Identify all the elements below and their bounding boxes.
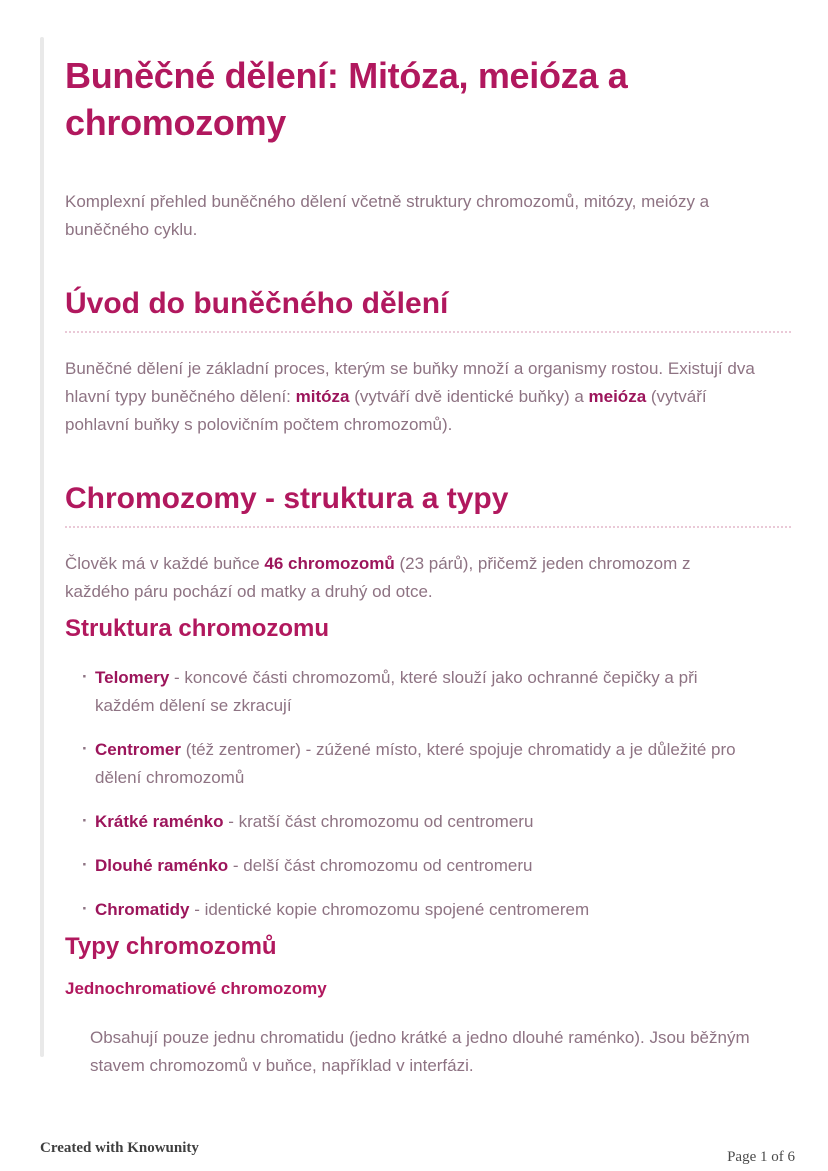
minor-heading-jednochromatiove: Jednochromatiové chromozomy xyxy=(65,979,327,998)
list-item-centromer xyxy=(65,736,745,792)
bullet-icon: · xyxy=(82,739,88,758)
term-mitoza: mitóza xyxy=(295,387,350,406)
list-item-text xyxy=(95,852,532,880)
paragraph-text: Buněčné dělení je základní proces, kterým se buňky množí a organismy rostou. Existují dva hlavní typy buněčného dělení: xyxy=(65,359,755,406)
term-meioza: meióza xyxy=(588,387,647,406)
paragraph-text: (vytváří pohlavní buňky s polovičním počtem chromozomů). xyxy=(65,387,707,434)
term-centromer: Centromer xyxy=(95,740,181,759)
list-item-description: - koncové části chromozomů, které slouží jako ochranné čepičky a při každém dělení se zkracují xyxy=(95,668,698,715)
paragraph-chromozomy xyxy=(65,550,725,606)
document-page xyxy=(65,0,791,1080)
list-item-kratke-ramenko xyxy=(65,808,745,836)
term-chromatidy: Chromatidy xyxy=(95,900,190,919)
bullet-icon: · xyxy=(82,855,88,874)
section-heading-chromozomy: Chromozomy - struktura a typy xyxy=(65,481,791,528)
paragraph-uvod xyxy=(65,355,765,439)
term-kratke-ramenko: Krátké raménko xyxy=(95,812,224,831)
list-item-text xyxy=(95,736,745,792)
list-item-description: - kratší část chromozomu od centromeru xyxy=(223,812,534,831)
term-telomery: Telomery xyxy=(95,668,170,687)
page-subtitle: Komplexní přehled buněčného dělení včetně struktury chromozomů, mitózy, meiózy a buněčného cyklu. xyxy=(65,192,710,239)
list-item-chromatidy xyxy=(65,896,745,924)
paragraph-text: (vytváří dvě identické buňky) a xyxy=(349,387,589,406)
list-item-text xyxy=(95,896,589,924)
footer-credit: Created with Knowunity xyxy=(40,1140,199,1156)
list-item-description: (též zentromer) - zúžené místo, které spojuje chromatidy a je důležité pro dělení chromozomů xyxy=(95,740,736,787)
list-item-description: - identické kopie chromozomu spojené centromerem xyxy=(189,900,590,919)
paragraph-text: (23 párů), přičemž jeden chromozom z každého páru pochází od matky a druhý od otce. xyxy=(65,554,691,601)
paragraph-text: Člověk má v každé buňce xyxy=(65,554,265,573)
list-item-dlouhe-ramenko xyxy=(65,852,745,880)
term-46-chromozomu: 46 chromozomů xyxy=(264,554,395,573)
list-item-description: - delší část chromozomu od centromeru xyxy=(228,856,533,875)
subsection-heading-struktura: Struktura chromozomu xyxy=(65,615,330,642)
bullet-icon: · xyxy=(82,667,88,686)
paragraph-jednochromatiove: Obsahují pouze jednu chromatidu (jedno krátké a jedno dlouhé raménko). Jsou běžným stavem chromozomů v buňce, například v interfázi. xyxy=(90,1028,750,1075)
bullet-icon: · xyxy=(82,811,88,830)
footer-page-number: Page 1 of 6 xyxy=(727,1149,795,1165)
structure-term-list xyxy=(65,664,791,924)
page-title: Buněčné dělení: Mitóza, meióza a chromozomy xyxy=(65,55,628,143)
bullet-icon: · xyxy=(82,899,88,918)
section-heading-uvod: Úvod do buněčného dělení xyxy=(65,286,791,333)
accent-bar xyxy=(40,37,44,1057)
list-item-text xyxy=(95,664,745,720)
list-item-text xyxy=(95,808,533,836)
list-item-telomery xyxy=(65,664,745,720)
term-dlouhe-ramenko: Dlouhé raménko xyxy=(95,856,229,875)
subsection-heading-typy: Typy chromozomů xyxy=(65,933,277,960)
